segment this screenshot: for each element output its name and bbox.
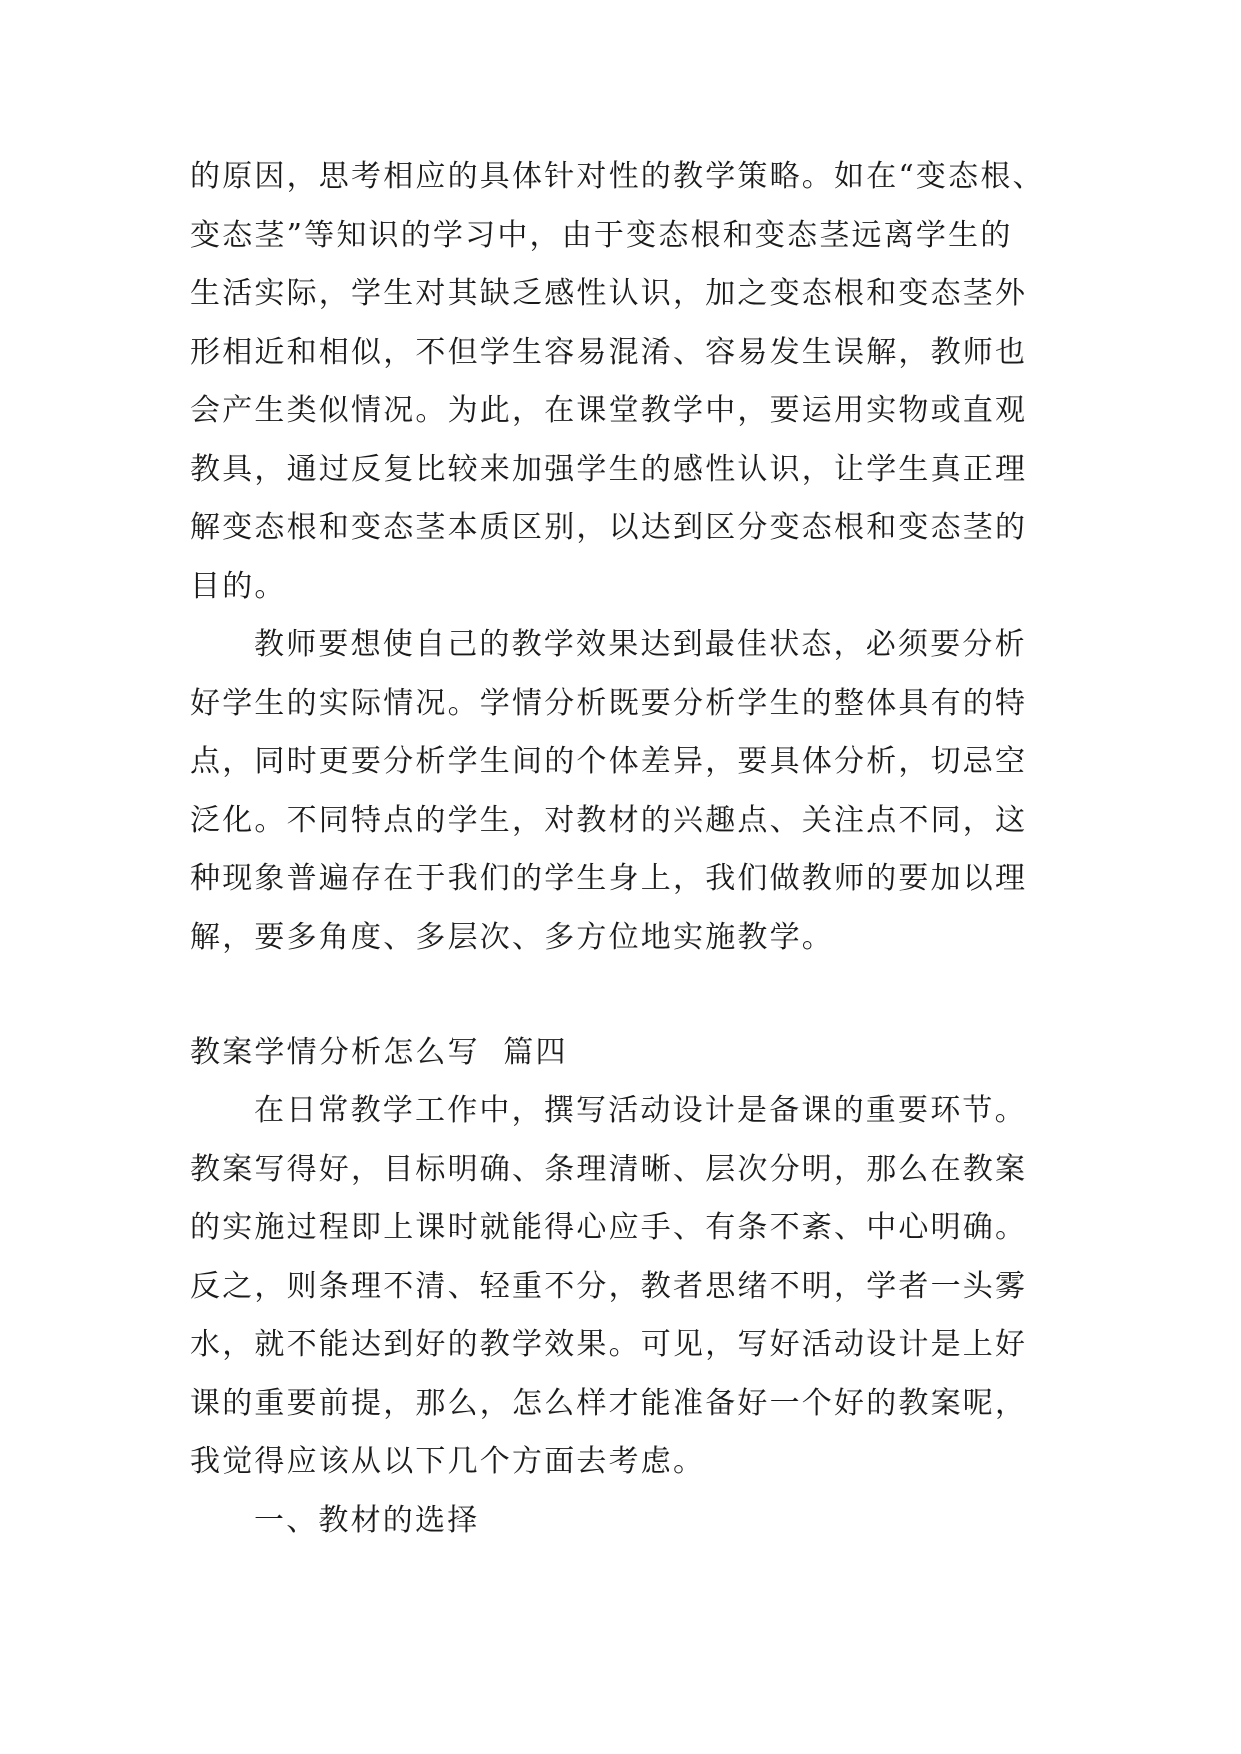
text-line: 教师要想使自己的教学效果达到最佳状态，必须要分析 <box>254 627 1027 662</box>
text-line: 教具，通过反复比较来加强学生的感性认识，让学生真正理 <box>190 451 1028 487</box>
text-line: 课的重要前提，那么，怎么样才能准备好一个好的教案呢， <box>190 1385 1028 1421</box>
section-heading: 教案学情分析怎么写 篇四 <box>190 1035 568 1070</box>
text-line: 解变态根和变态茎本质区别，以达到区分变态根和变态茎的 <box>190 510 1028 545</box>
text-line: 形相近和相似，不但学生容易混淆、容易发生误解，教师也 <box>190 334 1028 370</box>
text-line: 点，同时更要分析学生间的个体差异，要具体分析，切忌空 <box>190 744 1028 779</box>
subheading: 一、教材的选择 <box>254 1502 480 1538</box>
text-line: 的实施过程即上课时就能得心应手、有条不紊、中心明确。 <box>190 1210 1028 1245</box>
text-line: 种现象普遍存在于我们的学生身上，我们做教师的要加以理 <box>190 861 1028 896</box>
text-line: 解，要多角度、多层次、多方位地实施教学。 <box>190 919 834 955</box>
text-line: 泛化。不同特点的学生，对教材的兴趣点、关注点不同，这 <box>190 802 1028 838</box>
text-line: 会产生类似情况。为此，在课堂教学中，要运用实物或直观 <box>190 393 1028 428</box>
paragraph-two <box>190 616 1070 967</box>
text-line: 好学生的实际情况。学情分析既要分析学生的整体具有的特 <box>190 685 1028 721</box>
text-line: 水，就不能达到好的教学效果。可见，写好活动设计是上好 <box>190 1327 1028 1362</box>
text-line: 反之，则条理不清、轻重不分，教者思绪不明，学者一头雾 <box>190 1268 1028 1304</box>
paragraph-three <box>190 1082 1070 1550</box>
text-line: 目的。 <box>190 568 287 604</box>
text-line: 生活实际，学生对其缺乏感性认识，加之变态根和变态茎外 <box>190 276 1028 311</box>
paragraph-continuation <box>190 148 1070 616</box>
text-line: 教案写得好，目标明确、条理清晰、层次分明，那么在教案 <box>190 1151 1028 1187</box>
text-line: 的原因，思考相应的具体针对性的教学策略。如在“变态根、 <box>190 159 1045 194</box>
text-line: 我觉得应该从以下几个方面去考虑。 <box>190 1444 706 1479</box>
text-line: 变态茎”等知识的学习中，由于变态根和变态茎远离学生的 <box>190 217 1013 253</box>
section-heading-block <box>190 1024 1070 1083</box>
text-line: 在日常教学工作中，撰写活动设计是备课的重要环节。 <box>254 1093 1027 1128</box>
